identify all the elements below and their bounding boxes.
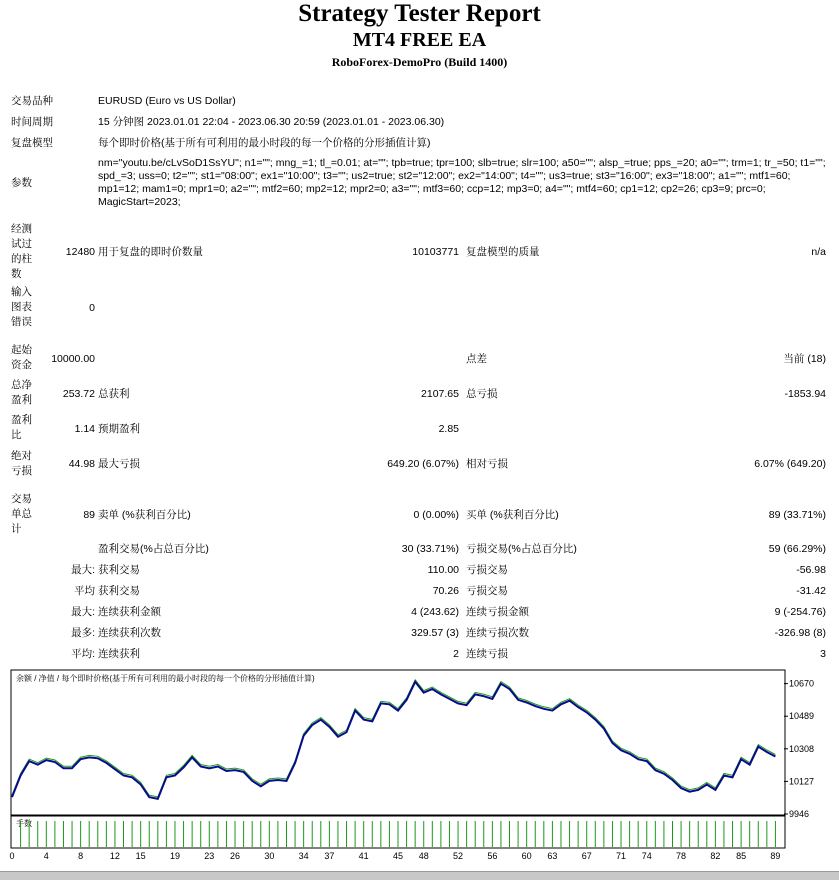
expected-label: 预期盈利	[98, 423, 140, 435]
long-label: 买单 (%获利百分比)	[466, 509, 559, 521]
period-label: 时间周期	[11, 116, 53, 128]
x-tick-label: 30	[264, 851, 275, 861]
short-value: 0 (0.00%)	[413, 509, 459, 521]
x-tick-label: 78	[676, 851, 687, 861]
x-tick-label: 34	[298, 851, 309, 861]
chart-plot-area	[11, 670, 785, 815]
maximal-cons-profit-value: 329.57 (3)	[411, 627, 459, 639]
lots-label: 手数	[16, 819, 32, 828]
symbol-label: 交易品种	[11, 95, 53, 107]
maximal-cons-loss-value: -326.98 (8)	[774, 627, 826, 639]
quality-value: n/a	[811, 246, 826, 258]
gross-loss-label: 总亏损	[466, 388, 498, 400]
x-tick-label: 37	[324, 851, 335, 861]
avg-profit-value: 70.26	[432, 585, 459, 597]
trades-value: 89	[83, 509, 95, 521]
short-label: 卖单 (%获利百分比)	[98, 509, 191, 521]
trades-label: 交易单总计	[11, 493, 32, 535]
maximal-cons-profit-label: 连续获利次数	[98, 627, 161, 639]
params-label: 参数	[11, 177, 32, 189]
errors-label: 输入图表错误	[11, 286, 32, 328]
rel-dd-value: 6.07% (649.20)	[754, 458, 826, 470]
x-tick-label: 41	[358, 851, 369, 861]
average-prefix: 平均	[74, 585, 95, 597]
deposit-label: 起始资金	[11, 344, 32, 371]
expected-value: 2.85	[438, 423, 459, 435]
maximal-cons-loss-label: 连续亏损次数	[466, 627, 529, 639]
pf-value: 1.14	[74, 423, 95, 435]
max-dd-label: 最大亏损	[98, 458, 140, 470]
quality-label: 复盘模型的质量	[466, 246, 540, 258]
chart-legend: 余额 / 净值 / 每个即时价格(基于所有可利用的最小时段的每一个价格的分形插值计算)	[16, 674, 315, 683]
x-tick-label: 89	[770, 851, 781, 861]
abs-dd-value: 44.98	[68, 458, 95, 470]
max-cons-losses-label: 连续亏损金额	[466, 606, 529, 618]
x-tick-label: 15	[135, 851, 146, 861]
avg-loss-label: 亏损交易	[466, 585, 508, 597]
balance-chart	[0, 668, 839, 873]
ticks-value: 10103771	[412, 246, 459, 258]
ea-name: MT4 FREE EA	[352, 29, 487, 51]
gross-profit-value: 2107.65	[421, 388, 459, 400]
maximal-prefix: 最多:	[71, 627, 95, 639]
profit-trades-value: 30 (33.71%)	[401, 543, 459, 555]
x-tick-label: 63	[547, 851, 558, 861]
x-tick-label: 23	[204, 851, 215, 861]
model-value: 每个即时价格(基于所有可利用的最小时段的每一个价格的分形插值计算)	[98, 137, 431, 149]
spread-label: 点差	[466, 353, 487, 365]
loss-trades-value: 59 (66.29%)	[768, 543, 826, 555]
report-header	[0, 0, 839, 70]
x-tick-label: 71	[616, 851, 627, 861]
largest-profit-label: 获利交易	[98, 564, 140, 576]
avg-cons-prefix: 平均:	[71, 648, 95, 660]
x-tick-label: 48	[418, 851, 429, 861]
x-tick-label: 85	[736, 851, 747, 861]
params-value: nm="youtu.be/cLvSoD1SsYU"; n1=""; mng_=1; tl_=0.01; at=""; tpb=true; tpr=100; slb=true; slr=100; a50=""; alsp_=true; pps_=20; a0=""; trm=1; tr_=50; t1=""; spd_=3; uss=0; t2=""; st1="08:00"; ex1="10:00"; t3=""; us2=true; st2="12:00"; ex2="14:00"; t4=""; us3=true; st3="16:00"; ex3="18:00"; a1=""; mtf1=60; mp1=12; mam1=0; mpr1=0; a2=""; mtf2=60; mp2=12; mpr2=0; a3=""; mtf3=60; ccp=12; mp3=0; a4=""; mtf4=60; cp1=12; cp2=26; cp3=9; prc=0; MagicStart=2023;	[98, 157, 826, 208]
y-tick-label: 9946	[789, 809, 810, 819]
ticks-label: 用于复盘的即时价数量	[98, 246, 203, 258]
avg-cons-losses-label: 连续亏损	[466, 648, 508, 660]
x-tick-label: 26	[230, 851, 241, 861]
deposit-value: 10000.00	[51, 353, 95, 365]
period-value: 15 分钟图 2023.01.01 22:04 - 2023.06.30 20:59 (2023.01.01 - 2023.06.30)	[98, 116, 445, 128]
y-tick-label: 10308	[789, 743, 815, 754]
net-value: 253.72	[62, 388, 95, 400]
largest-loss-value: -56.98	[796, 564, 826, 576]
x-tick-label: 60	[521, 851, 532, 861]
report-title: Strategy Tester Report	[298, 0, 541, 27]
errors-value: 0	[89, 302, 95, 314]
y-tick-label: 10127	[789, 776, 815, 787]
rel-dd-label: 相对亏损	[466, 458, 508, 470]
avg-cons-wins-value: 2	[453, 648, 459, 660]
max-cons-losses-value: 9 (-254.76)	[774, 606, 826, 618]
long-value: 89 (33.71%)	[768, 509, 826, 521]
max-cons-wins-label: 连续获利金额	[98, 606, 161, 618]
x-tick-label: 45	[392, 851, 404, 861]
pf-label: 盈利比	[11, 414, 32, 441]
avg-loss-value: -31.42	[796, 585, 826, 597]
loss-trades-label: 亏损交易(%占总百分比)	[466, 543, 577, 555]
x-tick-label: 0	[9, 851, 15, 861]
y-tick-label: 10489	[789, 711, 815, 722]
net-label: 总净盈利	[11, 379, 32, 406]
largest-prefix: 最大:	[71, 564, 95, 576]
max-cons-wins-value: 4 (243.62)	[411, 606, 459, 618]
profit-trades-label: 盈利交易(%占总百分比)	[98, 543, 209, 555]
bars-value: 12480	[65, 246, 95, 258]
spread-value: 当前 (18)	[783, 353, 826, 365]
max-prefix: 最大:	[71, 606, 95, 618]
x-tick-label: 19	[169, 851, 180, 861]
largest-loss-label: 亏损交易	[466, 564, 508, 576]
y-tick-label: 10670	[789, 678, 815, 689]
model-label: 复盘模型	[11, 137, 53, 149]
x-tick-label: 52	[453, 851, 464, 861]
x-tick-label: 56	[487, 851, 498, 861]
abs-dd-label: 绝对亏损	[11, 450, 32, 477]
avg-profit-label: 获利交易	[98, 585, 140, 597]
largest-profit-value: 110.00	[427, 564, 459, 576]
x-tick-label: 67	[581, 851, 592, 861]
x-tick-label: 82	[710, 851, 721, 861]
server-name: RoboForex-DemoPro (Build 1400)	[331, 55, 508, 69]
symbol-value: EURUSD (Euro vs US Dollar)	[98, 95, 236, 107]
gross-profit-label: 总获利	[98, 388, 130, 400]
avg-cons-wins-label: 连续获利	[98, 648, 140, 660]
avg-cons-losses-value: 3	[820, 648, 826, 660]
x-tick-label: 4	[43, 851, 49, 861]
max-dd-value: 649.20 (6.07%)	[387, 458, 459, 470]
bars-label: 经测试过的柱数	[11, 223, 32, 280]
x-tick-label: 74	[641, 851, 652, 861]
x-tick-label: 8	[78, 851, 84, 861]
gross-loss-value: -1853.94	[784, 388, 826, 400]
x-tick-label: 12	[109, 851, 120, 861]
